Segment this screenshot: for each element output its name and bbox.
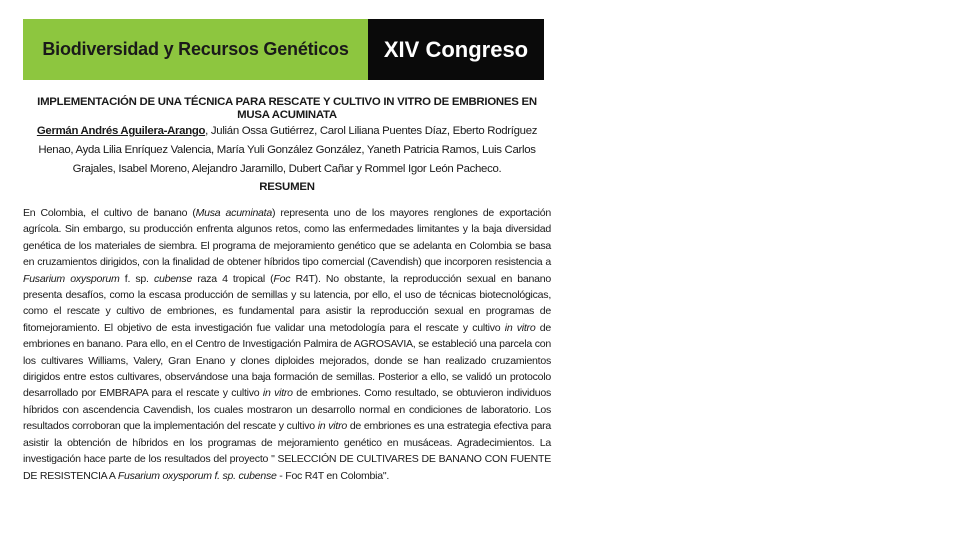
banner-congress-label: XIV Congreso: [368, 19, 544, 80]
article-title: IMPLEMENTACIÓN DE UNA TÉCNICA PARA RESCATE Y CULTIVO IN VITRO DE EMBRIONES EN MUSA ACUMINATA: [37, 96, 537, 121]
author-list: [23, 122, 551, 179]
abstract-text: En Colombia, el cultivo de banano (Musa acuminata) representa uno de los mayores renglones de exportación agrícola. Sin embargo, su producción enfrenta algunos retos, como las enfermedades limitantes y la baja diversidad genética de los materiales de siembra. El programa de mejoramiento genético que se adelanta en Colombia se basa en cruzamientos dirigidos, con la finalidad de obtener híbridos tipo comercial (Cavendish) que incorporen resistencia a Fusarium oxysporum f. sp. cubense raza 4 tropical (Foc R4T). No obstante, la reproducción sexual en banano presenta desafíos, como la escasa producción de semillas y su latencia, por ello, el uso de técnicas biotecnológicas, como el rescate y cultivo de embriones, es fundamental para asistir la reproducción sexual en programas de fitomejoramiento. El objetivo de esta investigación fue validar una metodología para el rescate y cultivo in vitro de embriones en banano. Para ello, en el Centro de Investigación Palmira de AGROSAVIA, se estableció una parcela con los cultivares Williams, Valery, Gran Enano y clones diploides mejorados, donde se han realizado cruzamientos dirigidos entre estos cultivares, observándose una baja formación de semillas. Posterior a ello, se validó un protocolo desarrollado por EMBRAPA para el rescate y cultivo in vitro de embriones. Como resultado, se obtuvieron individuos híbridos con ascendencia Cavendish, los cuales mostraron un desarrollo normal en condiciones de laboratorio. Los resultados corroboran que la implementación del rescate y cultivo in vitro de embriones es una estrategia efectiva para asistir la obtención de híbridos en los programas de mejoramiento genético en musáceas. Agradecimientos. La investigación hace parte de los resultados del proyecto " SELECCIÓN DE CULTIVARES DE BANANO CON FUENTE DE RESISTENCIA A Fusarium oxysporum f. sp. cubense - Foc R4T en Colombia".: [23, 207, 552, 482]
congress-banner: [23, 19, 544, 80]
banner-section-title: Biodiversidad y Recursos Genéticos: [23, 19, 368, 80]
co-authors: , Julián Ossa Gutiérrez, Carol Liliana Puentes Díaz, Eberto Rodríguez Henao, Ayda Lilia Enríquez Valencia, María Yuli González González, Yaneth Patricia Ramos, Luis Carlos Grajales, Isabel Moreno, Alejandro Jaramillo, Dubert Cañar y Rommel Igor León Pacheco.: [38, 125, 538, 175]
article-body: [23, 96, 551, 484]
resumen-heading: RESUMEN: [259, 181, 315, 193]
lead-author: Germán Andrés Aguilera-Arango: [36, 125, 206, 137]
